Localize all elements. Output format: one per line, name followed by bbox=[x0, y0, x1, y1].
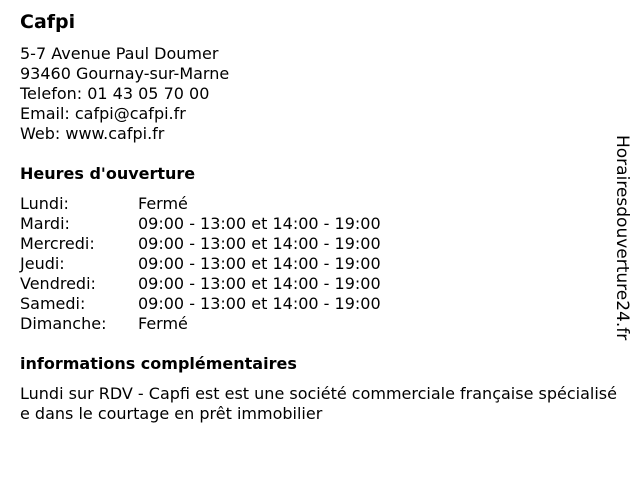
day-hours: Fermé bbox=[138, 194, 188, 213]
day-label: Mercredi: bbox=[20, 234, 95, 253]
day-hours: 09:00 - 13:00 et 14:00 - 19:00 bbox=[138, 274, 381, 293]
hours-heading: Heures d'ouverture bbox=[20, 164, 196, 183]
address-street: 5-7 Avenue Paul Doumer bbox=[20, 44, 219, 63]
info-heading: informations complémentaires bbox=[20, 354, 297, 373]
email-line: Email: cafpi@cafpi.fr bbox=[20, 104, 186, 123]
contact-block bbox=[20, 44, 229, 144]
web-line: Web: www.cafpi.fr bbox=[20, 124, 165, 143]
site-watermark: Horairesdouverture24.fr bbox=[612, 135, 632, 341]
day-hours: 09:00 - 13:00 et 14:00 - 19:00 bbox=[138, 214, 381, 233]
day-label: Samedi: bbox=[20, 294, 86, 313]
day-hours: 09:00 - 13:00 et 14:00 - 19:00 bbox=[138, 254, 381, 273]
day-label: Vendredi: bbox=[20, 274, 96, 293]
info-description: Lundi sur RDV - Capfi est est une société commerciale française spécialisée dans le courtage en prêt immobilier bbox=[20, 384, 617, 423]
address-city: 93460 Gournay-sur-Marne bbox=[20, 64, 230, 83]
day-label: Jeudi: bbox=[20, 254, 65, 273]
business-name: Cafpi bbox=[20, 11, 76, 33]
day-hours: Fermé bbox=[138, 314, 188, 333]
day-label: Mardi: bbox=[20, 214, 70, 233]
day-hours: 09:00 - 13:00 et 14:00 - 19:00 bbox=[138, 234, 381, 253]
phone-line: Telefon: 01 43 05 70 00 bbox=[20, 84, 210, 103]
day-label: Dimanche: bbox=[20, 314, 107, 333]
day-hours: 09:00 - 13:00 et 14:00 - 19:00 bbox=[138, 294, 381, 313]
day-label: Lundi: bbox=[20, 194, 69, 213]
